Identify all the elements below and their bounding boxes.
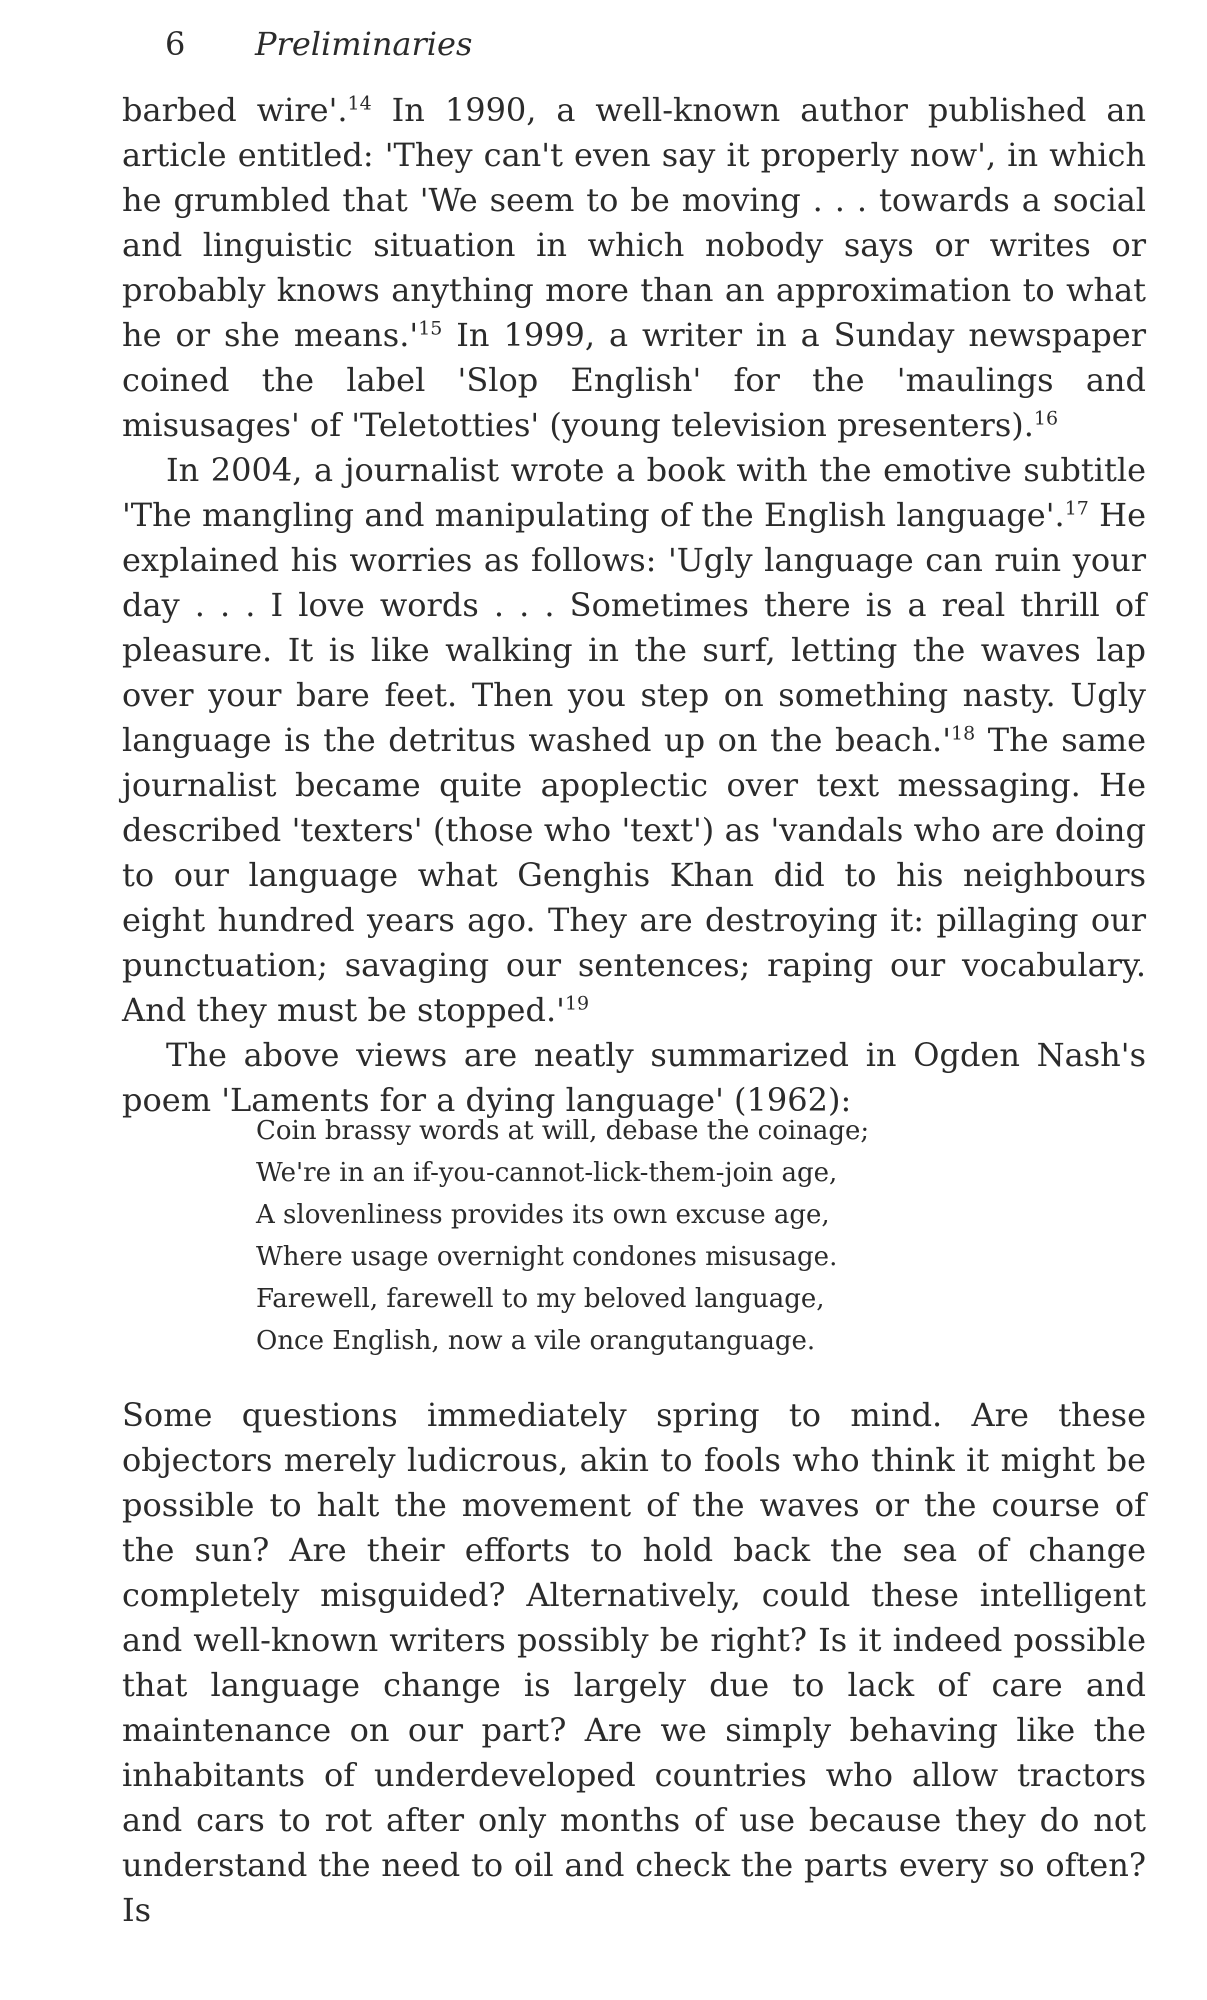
- poem-line: Where usage overnight condones misusage.: [256, 1242, 838, 1272]
- paragraph-2-sentence-3: The same journalist became quite apoplectic over text messaging. He described 'texters' (those who 'text') as 'vandals who are doing to our language what Genghis Khan did to his neighbours eight hundred years ago. They are destroying it: pillaging our punctuation; savaging our sentences; raping our vocabulary. And they must be stopped.': [122, 721, 1147, 1029]
- poem-line: Coin brassy words at will, debase the coinage;: [256, 1116, 870, 1146]
- poem-line: Farewell, farewell to my beloved language,: [256, 1284, 825, 1314]
- footnote-ref-16: 16: [1033, 407, 1059, 430]
- paragraph-2-sentence-2: He explained his worries as follows: 'Ugly language can ruin your day . . . I love words . . . Sometimes there is a real thrill of pleasure. It is like walking in the surf, letting the waves lap over your bare feet. Then you step on something nasty. Ugly language is the detritus washed up on the beach.': [122, 496, 1147, 759]
- page-number: 6: [165, 25, 186, 63]
- paragraph-1-sentence-2: In 1990, a well-known author published an article entitled: 'They can't even say it properly now', in which he grumbled that 'We seem to be moving . . . towards a social and linguistic situation in which nobody says or writes or probably knows anything more than an approximation to what he or she means.': [122, 91, 1146, 354]
- footnote-ref-15: 15: [418, 317, 443, 340]
- closing-paragraph: Some questions immediately spring to mind. Are these objectors merely ludicrous, akin to fools who think it might be possible to halt the movement of the waves or the course of the sun? Are their efforts to hold back the sea of change completely misguided? Alternatively, could these intelligent and well-known writers possibly be right? Is it indeed possible that language change is largely due to lack of care and maintenance on our part? Are we simply behaving like the inhabitants of underdeveloped countries who allow tractors and cars to rot after only months of use because they do not understand the need to oil and check the parts every so often? Is: [122, 1396, 1146, 1929]
- closing-text-block: [122, 1393, 1146, 1933]
- running-head: [165, 22, 472, 66]
- paragraph-1-sentence-1: barbed wire'.: [122, 91, 348, 129]
- running-title: Preliminaries: [255, 25, 473, 63]
- footnote-ref-17: 17: [1064, 497, 1089, 520]
- paragraph-1-sentence-3: In 1999, a writer in a Sunday newspaper coined the label 'Slop English' for the 'maulings and misusages' of 'Teletotties' (young television presenters).: [122, 316, 1147, 444]
- paragraph-2-sentence-1: In 2004, a journalist wrote a book with the emotive subtitle 'The mangling and manipulating of the English language'.: [122, 451, 1146, 534]
- poem-block: [256, 1110, 976, 1362]
- poem-line: A slovenliness provides its own excuse age,: [256, 1200, 830, 1230]
- footnote-ref-14: 14: [347, 92, 372, 115]
- poem-line: We're in an if-you-cannot-lick-them-join age,: [256, 1158, 838, 1188]
- main-text-block: [122, 88, 1146, 1123]
- poem-line: Once English, now a vile orangutanguage.: [256, 1326, 816, 1356]
- paragraph-3: The above views are neatly summarized in Ogden Nash's poem 'Laments for a dying language' (1962):: [122, 1036, 1146, 1119]
- footnote-ref-19: 19: [564, 992, 590, 1015]
- paragraph-1: [122, 88, 1146, 448]
- footnote-ref-18: 18: [951, 722, 976, 745]
- paragraph-2: [122, 448, 1146, 1033]
